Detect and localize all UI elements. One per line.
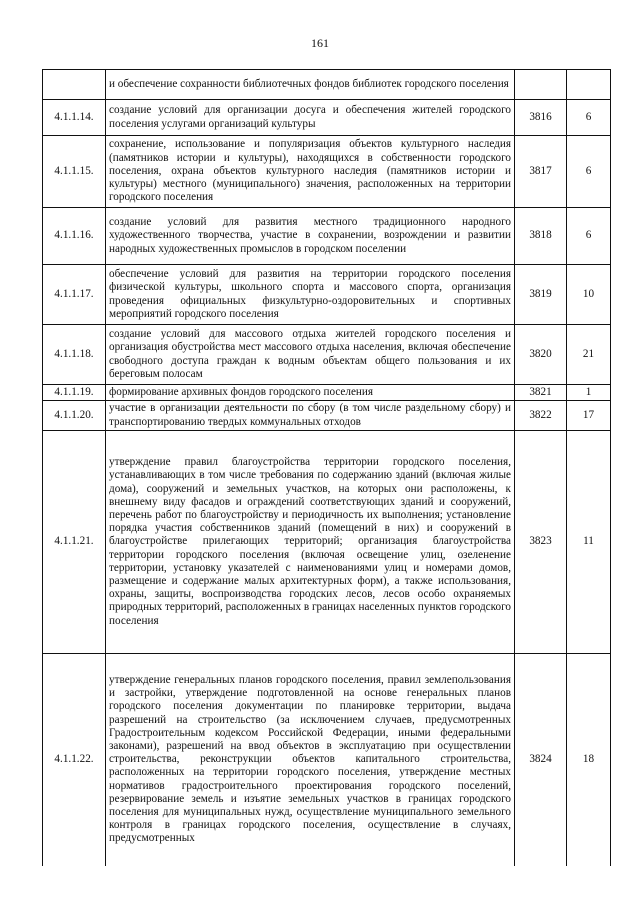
row-count: 1 bbox=[567, 385, 611, 401]
row-description: создание условий для организации досуга и обеспечения жителей городского поселения услугами организаций культуры bbox=[106, 100, 515, 136]
row-description: утверждение правил благоустройства территории городского поселения, устанавливающих в том числе требования по содержанию зданий (включая жилые дома), сооружений и земельных участков, на которых они расположены, к внешнему виду фасадов и ограждений соответствующих зданий и сооружений, перечень работ по благоустройству и периодичность их выполнения; установление порядка участия собственников зданий (помещений в них) и сооружений в благоустройстве прилегающих территорий; организация благоустройства территории городского поселения (включая освещение улиц, озеленение территории, установку указателей с наименованиями улиц и номерами домов, размещение и содержание малых архитектурных форм), а также использования, охраны, защиты, воспроизводства городских лесов, лесов особо охраняемых природных территорий, расположенных в границах населенных пунктов городского поселения bbox=[106, 431, 515, 654]
table-row bbox=[43, 265, 611, 325]
row-count: 6 bbox=[567, 136, 611, 208]
table-row bbox=[43, 385, 611, 401]
table-row bbox=[43, 325, 611, 385]
row-count bbox=[567, 70, 611, 100]
row-code: 3817 bbox=[515, 136, 567, 208]
row-number: 4.1.1.22. bbox=[43, 654, 106, 866]
row-number: 4.1.1.16. bbox=[43, 208, 106, 265]
row-number: 4.1.1.19. bbox=[43, 385, 106, 401]
table-row bbox=[43, 431, 611, 654]
table-row bbox=[43, 208, 611, 265]
row-count: 6 bbox=[567, 100, 611, 136]
row-description: создание условий для массового отдыха жителей городского поселения и организация обустройства мест массового отдыха населения, включая обеспечение свободного доступа граждан к водным объектам общего пользования и их береговым полосам bbox=[106, 325, 515, 385]
row-code bbox=[515, 70, 567, 100]
row-number: 4.1.1.20. bbox=[43, 401, 106, 431]
row-description: создание условий для развития местного традиционного народного художественного творчества, участие в сохранении, возрождении и развитии народных художественных промыслов в городском поселении bbox=[106, 208, 515, 265]
table-row bbox=[43, 401, 611, 431]
row-description: утверждение генеральных планов городского поселения, правил землепользования и застройки, утверждение подготовленной на основе генеральных планов городского поселения документации по планировке территории, выдача разрешений на строительство (за исключением случаев, предусмотренных Градостроительным кодексом Российской Федерации, иными федеральными законами), разрешений на ввод объектов в эксплуатацию при осуществлении строительства, реконструкции объектов капитального строительства, расположенных на территории городского поселения, утверждение местных нормативов градостроительного проектирования городского поселений, резервирование земель и изъятие земельных участков в границах городского поселения для муниципальных нужд, осуществление муниципального земельного контроля в границах городского поселения, осуществление в случаях, предусмотренных bbox=[106, 654, 515, 866]
row-code: 3819 bbox=[515, 265, 567, 325]
row-number: 4.1.1.14. bbox=[43, 100, 106, 136]
table-row bbox=[43, 70, 611, 100]
row-count: 11 bbox=[567, 431, 611, 654]
page-number: 161 bbox=[311, 36, 329, 50]
row-count: 6 bbox=[567, 208, 611, 265]
row-count: 18 bbox=[567, 654, 611, 866]
row-number: 4.1.1.17. bbox=[43, 265, 106, 325]
table-row bbox=[43, 100, 611, 136]
row-description: сохранение, использование и популяризация объектов культурного наследия (памятников истории и культуры), находящихся в собственности городского поселения, охрана объектов культурного наследия (памятников истории и культуры) местного (муниципального) значения, расположенных на территории городского поселения bbox=[106, 136, 515, 208]
row-number: 4.1.1.21. bbox=[43, 431, 106, 654]
row-code: 3818 bbox=[515, 208, 567, 265]
row-code: 3816 bbox=[515, 100, 567, 136]
row-code: 3820 bbox=[515, 325, 567, 385]
row-description: и обеспечение сохранности библиотечных фондов библиотек городского поселения bbox=[106, 70, 515, 100]
table-row bbox=[43, 654, 611, 866]
row-description: участие в организации деятельности по сбору (в том числе раздельному сбору) и транспортированию твердых коммунальных отходов bbox=[106, 401, 515, 431]
row-code: 3822 bbox=[515, 401, 567, 431]
row-code: 3823 bbox=[515, 431, 567, 654]
row-count: 17 bbox=[567, 401, 611, 431]
row-number: 4.1.1.18. bbox=[43, 325, 106, 385]
row-number bbox=[43, 70, 106, 100]
table-row bbox=[43, 136, 611, 208]
row-code: 3821 bbox=[515, 385, 567, 401]
row-number: 4.1.1.15. bbox=[43, 136, 106, 208]
row-count: 10 bbox=[567, 265, 611, 325]
row-count: 21 bbox=[567, 325, 611, 385]
row-code: 3824 bbox=[515, 654, 567, 866]
registry-table bbox=[42, 69, 611, 866]
row-description: формирование архивных фондов городского поселения bbox=[106, 385, 515, 401]
row-description: обеспечение условий для развития на территории городского поселения физической культуры, школьного спорта и массового спорта, организация проведения официальных физкультурно-оздоровительных и спортивных мероприятий городского поселения bbox=[106, 265, 515, 325]
